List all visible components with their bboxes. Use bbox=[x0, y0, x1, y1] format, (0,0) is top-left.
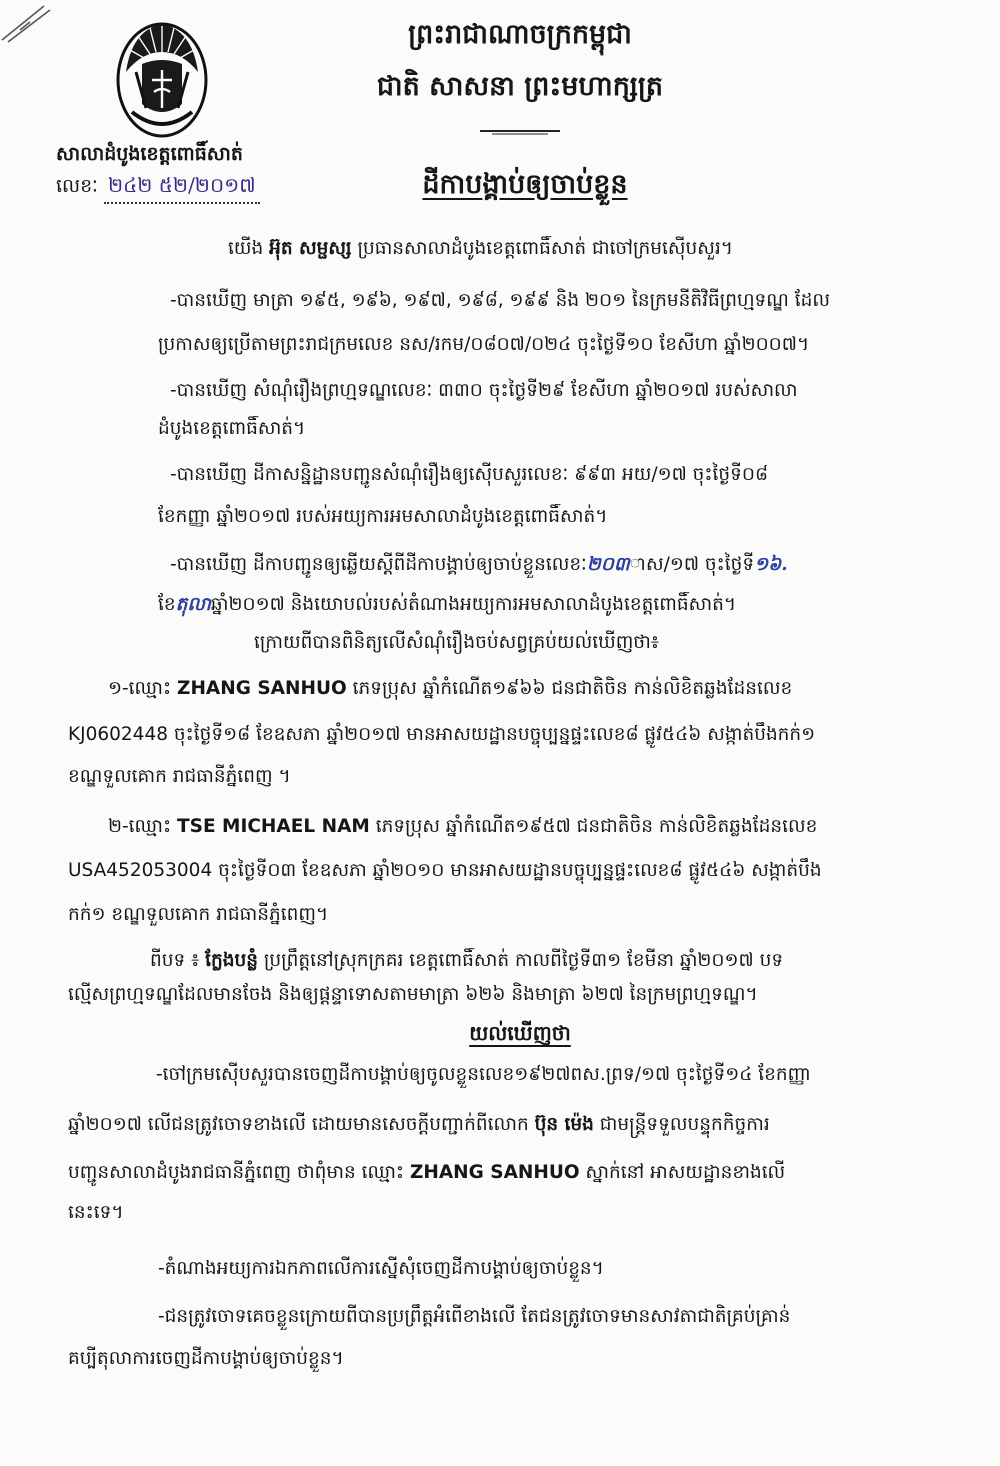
person-2-name: TSE MICHAEL NAM bbox=[177, 816, 370, 837]
royal-crest-icon bbox=[112, 12, 212, 142]
seen-2-line-2: ដំបូងខេត្តពោធិ៍សាត់។ bbox=[158, 418, 306, 439]
person-2-line-1: ២-ឈ្មោះ TSE MICHAEL NAM ភេទប្រុស ឆ្នាំកំណើត១៩៥៧ ជនជាតិចិន កាន់លិខិតឆ្លងដែនលេខ bbox=[108, 816, 818, 837]
person-2-line-2: USA452053004 ចុះថ្ងៃទី០៣ ខែឧសភា ឆ្នាំ២០១០ មានអាសយដ្ឋានបច្ចុប្បន្នផ្ទះលេខ៨ ផ្លូវ៥៤៦ សង្កាត់បឹង bbox=[68, 860, 822, 881]
finding-3-line-1: -ជនត្រូវចោទគេចខ្លួនក្រោយពីបានប្រព្រឹត្តអំពើខាងលើ តែជនត្រូវចោទមានសាវតាជាតិគ្រប់គ្រាន់ bbox=[158, 1306, 791, 1327]
handwritten-ref: ២០៣ bbox=[586, 554, 630, 575]
officer-name: ប៊ុន ម៉េង bbox=[534, 1114, 594, 1135]
reference-value: ២៤២ ៥២/២០១៧ bbox=[104, 172, 260, 204]
finding-3-line-2: គប្បីតុលាការចេញដីកាបង្គាប់ឲ្យចាប់ខ្លួន។ bbox=[68, 1348, 344, 1369]
document-title: ដីកាបង្គាប់ឲ្យចាប់ខ្លួន bbox=[422, 169, 628, 200]
findings-heading: យល់ឃើញថា bbox=[469, 1021, 571, 1045]
finding-1-line-4: នេះទេ។ bbox=[68, 1202, 124, 1223]
finding-1-line-3: បញ្ជូនសាលាដំបូងរាជធានីភ្នំពេញ ថាពុំមាន ឈ្មោះ ZHANG SANHUO ស្នាក់នៅ អាសយដ្ឋានខាងលើ bbox=[68, 1162, 786, 1183]
corner-scribble-icon bbox=[0, 0, 60, 48]
seen-1-line-1: -បានឃើញ មាត្រា ១៩៥, ១៩៦, ១៩៧, ១៩៨, ១៩៩ និង ២០១ នៃក្រមនីតិវិធីព្រហ្មទណ្ឌ ដែល bbox=[170, 290, 830, 311]
seen-3-line-1: -បានឃើញ ដីកាសន្និដ្ឋានបញ្ជូនសំណុំរឿងឲ្យស៊ើបសួរលេខៈ ៩៩៣ អយ/១៧ ចុះថ្ងៃទី០៨ bbox=[170, 464, 769, 485]
judge-name: អ៊ុត សម្ផស្ស bbox=[269, 238, 352, 259]
person-1-line-1: ១-ឈ្មោះ ZHANG SANHUO ភេទប្រុស ឆ្នាំកំណើត១៩៦៦ ជនជាតិចិន កាន់លិខិតឆ្លងដែនលេខ bbox=[108, 678, 793, 699]
charge-line-1: ពីបទ ៖ ក្លែងបន្លំ ប្រព្រឹត្តនៅស្រុកក្រគរ ខេត្តពោធិ៍សាត់ កាលពីថ្ងៃទី៣១ ខែមីនា ឆ្នាំ២០១៧ បទ bbox=[150, 950, 784, 971]
charge-line-2: ល្មើសព្រហ្មទណ្ឌដែលមានចែង និងឲ្យផ្ដន្ទាទោសតាមមាត្រា ៦២៦ និងមាត្រា ៦២៧ នៃក្រមព្រហ្មទណ្ឌ។ bbox=[68, 984, 758, 1005]
court-office-name: សាលាដំបូងខេត្តពោធិ៍សាត់ bbox=[56, 143, 243, 165]
after-review-line: ក្រោយពីបានពិនិត្យលើសំណុំរឿងចប់សព្វគ្រប់យល់ឃើញថា៖ bbox=[254, 632, 660, 653]
person-1-name: ZHANG SANHUO bbox=[177, 678, 347, 699]
seen-2-line-1: -បានឃើញ សំណុំរឿងព្រហ្មទណ្ឌលេខៈ ៣៣០ ចុះថ្ងៃទី២៩ ខែសីហា ឆ្នាំ២០១៧ របស់សាលា bbox=[170, 380, 798, 401]
handwritten-day: ១៦. bbox=[754, 554, 788, 575]
seen-1-line-2: ប្រកាសឲ្យប្រើតាមព្រះរាជក្រមលេខ នស/រកម/០៨០៧/០២៤ ចុះថ្ងៃទី១០ ខែសីហា ឆ្នាំ២០០៧។ bbox=[158, 334, 810, 355]
finding-2-line-1: -តំណាងអយ្យការឯកភាពលើការស្នើសុំចេញដីកាបង្គាប់ឲ្យចាប់ខ្លួន។ bbox=[158, 1258, 604, 1279]
national-motto: ជាតិ សាសនា ព្រះមហាក្សត្រ bbox=[376, 71, 664, 102]
handwritten-month: តុលា bbox=[175, 594, 211, 615]
ornament-divider bbox=[480, 124, 560, 138]
seen-4-line-1: -បានឃើញ ដីកាបញ្ជូនឲ្យឆ្លើយស្តីពីដីកាបង្គាប់ឲ្យចាប់ខ្លួនលេខៈ២០៣ាស/១៧ ចុះថ្ងៃទី១៦. bbox=[170, 554, 788, 575]
person-1-line-2: KJ0602448 ចុះថ្ងៃទី១៨ ខែឧសភា ឆ្នាំ២០១៧ មានអាសយដ្ឋានបច្ចុប្បន្នផ្ទះលេខ៨ ផ្លូវ៥៤៦ សង្កាត់បឹងកក់១ bbox=[68, 724, 816, 745]
finding-person-name: ZHANG SANHUO bbox=[409, 1162, 580, 1183]
person-2-line-3: កក់១ ខណ្ឌទួលគោក រាជធានីភ្នំពេញ។ bbox=[68, 904, 329, 925]
reference-number bbox=[56, 172, 260, 204]
kingdom-title: ព្រះរាជាណាចក្រកម្ពុជា bbox=[408, 19, 632, 50]
finding-1-line-1: -ចៅក្រមស៊ើបសួរបានចេញដីកាបង្គាប់ឲ្យចូលខ្លួនលេខ១៩២៧ពស.ព្រទ/១៧ ចុះថ្ងៃទី១៤ ខែកញ្ញា bbox=[156, 1064, 811, 1085]
seen-3-line-2: ខែកញ្ញា ឆ្នាំ២០១៧ របស់អយ្យការអមសាលាដំបូងខេត្តពោធិ៍សាត់។ bbox=[158, 506, 608, 527]
intro-line: យើង អ៊ុត សម្ផស្ស ប្រធានសាលាដំបូងខេត្តពោធិ៍សាត់ ជាចៅក្រមស៊ើបសួរ។ bbox=[228, 238, 733, 259]
person-1-line-3: ខណ្ឌទួលគោក រាជធានីភ្នំពេញ ។ bbox=[68, 766, 291, 787]
charge-offense: ក្លែងបន្លំ bbox=[205, 950, 258, 971]
seen-4-line-2: ខែតុលាឆ្នាំ២០១៧ និងយោបល់របស់តំណាងអយ្យការអមសាលាដំបូងខេត្តពោធិ៍សាត់។ bbox=[158, 594, 737, 615]
finding-1-line-2: ឆ្នាំ២០១៧ លើជនត្រូវចោទខាងលើ ដោយមានសេចក្តីបញ្ជាក់ពីលោក ប៊ុន ម៉េង ជាមន្ត្រីទទួលបន្ទុកកិច្ចការ bbox=[68, 1114, 770, 1135]
reference-label: លេខៈ bbox=[56, 175, 98, 197]
